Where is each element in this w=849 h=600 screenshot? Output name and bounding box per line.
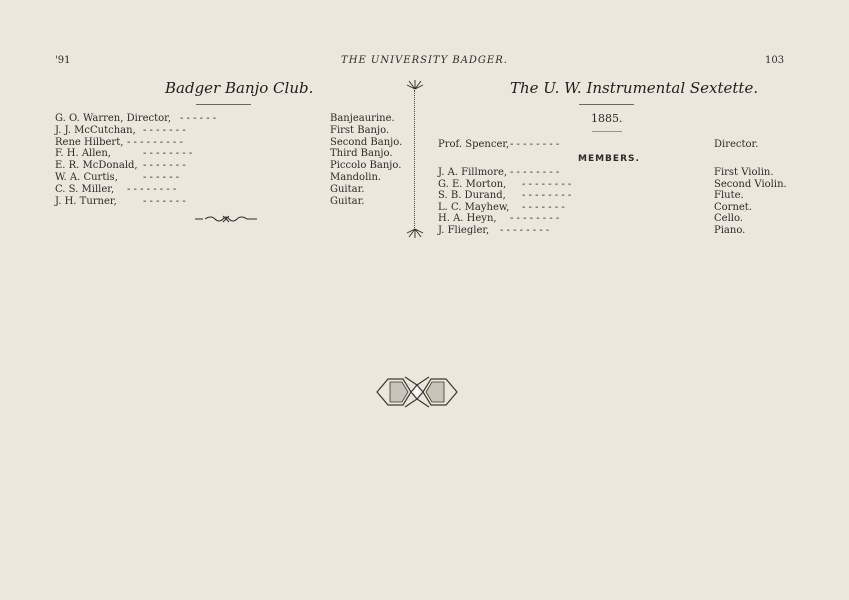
page-number: 103 [765, 55, 785, 66]
member-name: W. A. Curtis, [55, 172, 118, 183]
roster-row [55, 196, 405, 208]
running-header-title: THE UNIVERSITY BADGER. [341, 55, 508, 66]
member-name: H. A. Heyn, [438, 213, 497, 225]
member-name: C. S. Miller, [55, 183, 115, 195]
member-instrument: Banjeaurine. [330, 113, 395, 124]
leader-dashes: - - - - - - - [522, 201, 565, 213]
member-name: J. Fliegler, [438, 225, 490, 236]
divider-bottom-fleuron-icon [405, 228, 425, 240]
roster-row [438, 213, 778, 225]
member-instrument: Cello. [714, 213, 743, 225]
director-name: Prof. Spencer, [438, 139, 510, 150]
decorative-ornament-icon [375, 373, 459, 411]
member-name: J. J. McCutchan, [55, 124, 136, 136]
running-header-left: '91 [55, 55, 71, 66]
leader-dashes: - - - - - - - [143, 195, 186, 207]
roster-row [438, 225, 778, 237]
member-instrument: First Violin. [714, 167, 774, 178]
member-instrument: Third Banjo. [330, 148, 393, 160]
leader-dashes: - - - - - - - [143, 124, 186, 136]
member-name: F. H. Allen, [55, 148, 111, 160]
leader-dashes: - - - - - - - [143, 160, 186, 172]
leader-dashes: - - - - - - [143, 172, 180, 183]
divider-top-fleuron-icon [405, 78, 425, 90]
member-name: G. E. Morton, [438, 178, 507, 190]
member-name: S. B. Durand, [438, 190, 506, 202]
member-instrument: Second Violin. [714, 178, 787, 190]
vertical-divider [414, 90, 416, 230]
year-underline [592, 131, 622, 132]
member-instrument: Guitar. [330, 195, 365, 207]
member-name: J. H. Turner, [55, 195, 117, 207]
member-instrument: Piccolo Banjo. [330, 160, 402, 172]
member-instrument: Piano. [714, 225, 746, 236]
member-name: G. O. Warren, Director, [55, 113, 172, 124]
banjo-club-title: Badger Banjo Club. [165, 79, 314, 97]
member-instrument: Flute. [714, 190, 744, 202]
title-underline [196, 104, 251, 105]
leader-dashes: - - - - - - [180, 113, 217, 124]
roster-row [438, 178, 787, 191]
leader-dashes: - - - - - - - - [522, 190, 572, 202]
roster-row [55, 125, 405, 137]
leader-dashes: - - - - - - - - - [127, 136, 183, 148]
sextette-title: The U. W. Instrumental Sextette. [510, 79, 759, 97]
director-row [438, 139, 768, 153]
roster-row [55, 184, 405, 196]
member-instrument: Mandolin. [330, 172, 382, 183]
member-instrument: Cornet. [714, 201, 753, 213]
member-name: L. C. Mayhew, [438, 201, 510, 213]
leader-dashes: - - - - - - - - [522, 178, 572, 190]
director-role: Director. [714, 139, 759, 150]
roster-row [438, 202, 778, 214]
leader-dashes: - - - - - - - - [500, 225, 550, 236]
members-heading: MEMBERS. [578, 154, 640, 164]
member-instrument: Second Banjo. [330, 136, 403, 148]
roster-row [55, 160, 405, 172]
leader-dashes: - - - - - - - - [510, 213, 560, 225]
roster-row [55, 113, 405, 125]
roster-row [55, 172, 405, 184]
leader-dashes: - - - - - - - - [127, 183, 177, 195]
member-instrument: Guitar. [330, 183, 365, 195]
member-name: J. A. Fillmore, [438, 167, 508, 178]
member-instrument: First Banjo. [330, 124, 390, 136]
roster-row [438, 167, 778, 179]
member-name: E. R. McDonald, [55, 160, 138, 172]
sextette-year: 1885. [591, 112, 623, 125]
member-name: Rene Hilbert, [55, 136, 124, 148]
leader-dashes: - - - - - - - - [510, 139, 560, 150]
leader-dashes: - - - - - - - - [143, 148, 193, 160]
roster-row [55, 148, 405, 160]
flourish-ornament-icon [193, 214, 259, 224]
roster-row [55, 137, 405, 149]
sextette-title-underline [579, 104, 634, 105]
roster-row [438, 190, 778, 202]
leader-dashes: - - - - - - - - [510, 167, 560, 178]
